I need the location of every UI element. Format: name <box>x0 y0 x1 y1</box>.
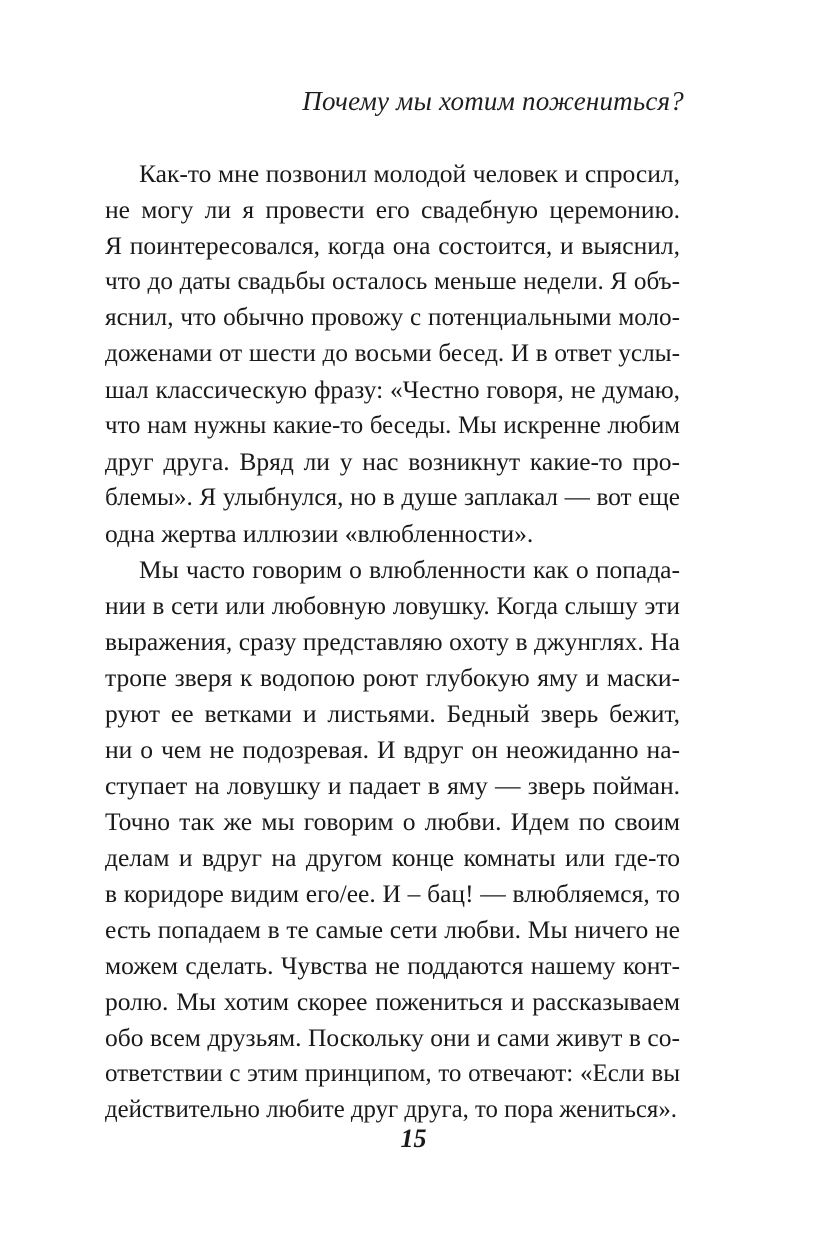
paragraph-1 <box>105 156 680 552</box>
text-line: ответствии с этим принципом, то отвечают: «Если вы <box>105 1060 680 1087</box>
text-line: шал классическую фразу: «Честно говоря, не думаю, <box>105 376 680 404</box>
text-line: что до даты свадьбы осталось меньше недели. Я объ- <box>105 268 680 295</box>
text-line: руют ее ветками и листьями. Бедный зверь бежит, <box>105 699 680 728</box>
text-line: выражения, сразу представляю охоту в джунглях. На <box>105 627 680 656</box>
text-line: Точно так же мы говорим о любви. Идем по своим <box>105 807 680 836</box>
text-line: что нам нужны какие-то беседы. Мы искренне любим <box>105 412 680 439</box>
text-line: ступает на ловушку и падает в яму — зверь пойман. <box>105 771 680 800</box>
text-line: ролю. Мы хотим скорее пожениться и рассказываем <box>105 987 680 1016</box>
text-line: Я поинтересовался, когда она состоится, и выяснил, <box>105 231 680 260</box>
running-head: Почему мы хотим пожениться? <box>302 86 684 116</box>
text-line: блемы». Я улыбнулся, но в душе заплакал — вот еще <box>105 484 680 511</box>
text-line: доженами от шести до восьми бесед. И в ответ услы- <box>105 340 680 367</box>
text-line: в коридоре видим его/ее. И – бац! — влюбляемся, то <box>105 879 680 908</box>
text-line: ни о чем не подозревая. И вдруг он неожиданно на- <box>105 735 680 764</box>
body-text <box>105 156 680 1128</box>
text-line: можем сделать. Чувства не поддаются нашему конт- <box>105 951 680 980</box>
text-line: обо всем друзьям. Поскольку они и сами живут в со- <box>105 1023 680 1052</box>
text-line: делам и вдруг на другом конце комнаты или где-то <box>105 843 680 872</box>
paragraph-2 <box>105 552 680 1128</box>
text-line: друг друга. Вряд ли у нас возникнут какие-то про- <box>105 447 680 476</box>
text-line: действительно любите друг друга, то пора жениться». <box>105 1096 677 1123</box>
text-line: есть попадаем в те самые сети любви. Мы ничего не <box>105 915 680 944</box>
text-line: яснил, что обычно провожу с потенциальными моло- <box>105 304 680 331</box>
text-line: Как-то мне позвонил молодой человек и спросил, <box>139 159 680 188</box>
text-line: нии в сети или любовную ловушку. Когда слышу эти <box>105 592 680 620</box>
text-line: одна жертва иллюзии «влюбленности». <box>105 519 534 548</box>
text-line: тропе зверя к водопою роют глубокую яму и маски- <box>105 663 680 692</box>
page-number: 15 <box>400 1124 427 1153</box>
text-line: не могу ли я провести его свадебную церемонию. <box>105 195 680 224</box>
text-line: Мы часто говорим о влюбленности как о попада- <box>139 555 680 584</box>
